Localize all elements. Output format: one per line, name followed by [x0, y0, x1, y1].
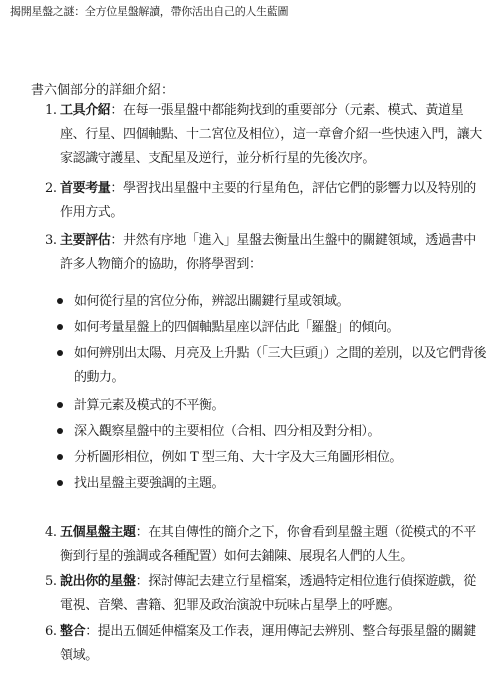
item-text: ：在其自傳性的簡介之下，你會看到星盤主題（從模式的不平衡到行星的強調或各種配置）如何去鋪陳、展現名人們的人生。: [60, 525, 476, 564]
item-number: 3.: [45, 233, 57, 248]
bullet-text: 如何從行星的宮位分佈，辨認出關鍵行星或領域。: [74, 294, 350, 309]
bullet-dot-icon: [57, 428, 63, 434]
bullet-item: [57, 420, 489, 444]
bullet-item: [57, 316, 489, 340]
bullet-dot-icon: [57, 350, 63, 356]
bullet-item: [57, 472, 489, 496]
bullet-dot-icon: [57, 324, 63, 330]
bullet-dot-icon: [57, 298, 63, 304]
item-text: ：提出五個延伸檔案及工作表，運用傳記去辨別、整合每張星盤的關鍵領域。: [60, 624, 476, 663]
item-number: 1.: [45, 103, 57, 118]
item-title: 說出你的星盤: [60, 574, 136, 589]
item-number: 2.: [45, 181, 57, 196]
item-title: 整合: [60, 624, 86, 639]
item-text: ：井然有序地「進入」星盤去衡量出生盤中的關鍵領域，透過書中許多人物簡介的協助，你將學習到：: [60, 233, 476, 272]
bullet-item: [57, 394, 489, 418]
list-item-2: [45, 177, 485, 225]
list-item-6: [45, 620, 485, 668]
item-title: 首要考量: [60, 181, 111, 196]
list-item-3: [45, 229, 485, 277]
list-item-1: [45, 99, 485, 171]
item-number: 6.: [45, 624, 57, 639]
bullet-text: 如何考量星盤上的四個軸點星座以評估此「羅盤」的傾向。: [74, 320, 400, 335]
bullet-dot-icon: [57, 402, 63, 408]
item-title: 工具介紹: [60, 103, 111, 118]
item-number: 4.: [45, 525, 57, 540]
bullet-text: 分析圖形相位，例如 T 型三角、大十字及大三角圖形相位。: [74, 450, 402, 465]
bullet-text: 深入觀察星盤中的主要相位（合相、四分相及對分相）。: [74, 424, 381, 439]
section-intro: 書六個部分的詳細介紹：: [31, 83, 175, 98]
bullet-dot-icon: [57, 480, 63, 486]
bullet-dot-icon: [57, 454, 63, 460]
bullet-text: 找出星盤主要強調的主題。: [74, 476, 225, 491]
item-title: 五個星盤主題: [60, 525, 136, 540]
list-item-4: [45, 521, 485, 569]
bullet-text: 如何辨別出太陽、月亮及上升點（「三大巨頭」）之間的差別，以及它們背後的動力。: [74, 346, 487, 385]
bullet-item: [57, 290, 489, 314]
item-title: 主要評估: [60, 233, 111, 248]
item-text: ：學習找出星盤中主要的行星角色，評估它們的影響力以及特別的作用方式。: [60, 181, 476, 220]
bullet-item: [57, 446, 489, 470]
item-text: ：探討傳記去建立行星檔案，透過特定相位進行偵探遊戲，從電視、音樂、書籍、犯罪及政治演說中玩味占星學上的呼應。: [60, 574, 476, 613]
item-text: ：在每一張星盤中都能夠找到的重要部分（元素、模式、黃道星座、行星、四個軸點、十二宮位及相位），這一章會介紹一些快速入門，讓大家認識守護星、支配星及逆行，並分析行星的先後次序。: [60, 103, 482, 166]
bullet-text: 計算元素及模式的不平衡。: [74, 398, 225, 413]
running-header: 揭開星盤之謎：全方位星盤解讀，帶你活出自己的人生藍圖: [10, 5, 289, 18]
item-number: 5.: [45, 574, 57, 589]
bullet-item: [57, 342, 489, 390]
list-item-5: [45, 570, 485, 618]
